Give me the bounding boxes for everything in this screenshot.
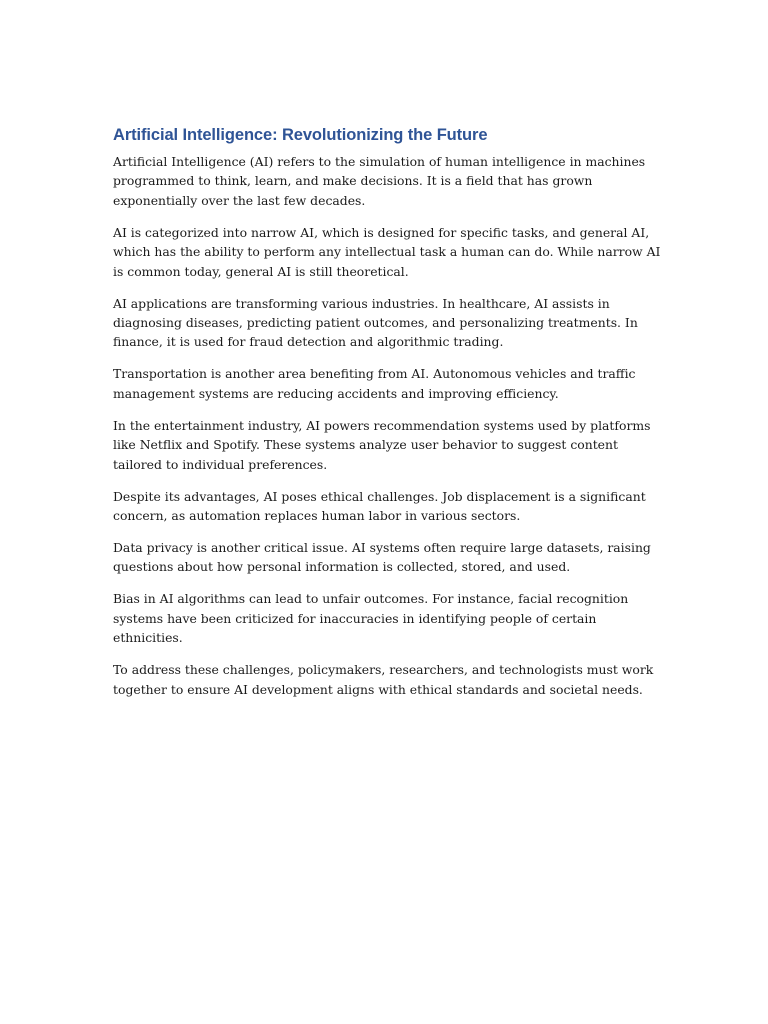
- paragraph-intro: Artificial Intelligence (AI) refers to the simulation of human intelligence in machines programmed to think, learn, and make decisions. It is a field that has grown exponentially over the last few decades.: [113, 154, 646, 208]
- document-title: Artificial Intelligence: Revolutionizing the Future: [113, 126, 488, 144]
- paragraph-conclusion: To address these challenges, policymakers, researchers, and technologists must work together to ensure AI development aligns with ethical standards and societal needs.: [113, 662, 654, 697]
- paragraph-applications: AI applications are transforming various industries. In healthcare, AI assists in diagnosing diseases, predicting patient outcomes, and personalizing treatments. In finance, it is used for fraud detection and algorithmic trading.: [113, 295, 638, 350]
- paragraph-ai-types: AI is categorized into narrow AI, which is designed for specific tasks, and general AI, which has the ability to perform any intellectual task a human can do. While narrow AI is common today, general AI is still theoretical.: [113, 224, 661, 279]
- paragraph-transportation: Transportation is another area benefiting from AI. Autonomous vehicles and traffic management systems are reducing accidents and improving efficiency.: [113, 366, 636, 401]
- paragraph-bias: Bias in AI algorithms can lead to unfair outcomes. For instance, facial recognition systems have been criticized for inaccuracies in identifying people of certain ethnicities.: [113, 591, 629, 646]
- document-body: [113, 124, 663, 712]
- paragraph-data-privacy: Data privacy is another critical issue. AI systems often require large datasets, raising questions about how personal information is collected, stored, and used.: [113, 540, 651, 575]
- paragraph-ethical-challenges: Despite its advantages, AI poses ethical challenges. Job displacement is a significant concern, as automation replaces human labor in various sectors.: [113, 488, 646, 524]
- paragraph-entertainment: In the entertainment industry, AI powers recommendation systems used by platforms like Netflix and Spotify. These systems analyze user behavior to suggest content tailored to individual preferences.: [113, 417, 651, 472]
